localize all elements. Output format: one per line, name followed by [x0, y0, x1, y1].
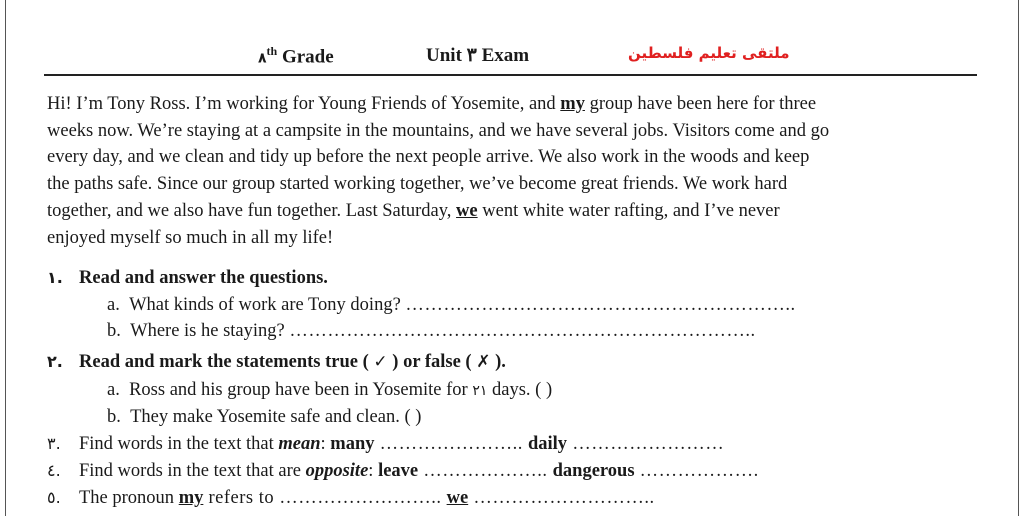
answer-line[interactable]: ………………….. — [374, 434, 528, 454]
true-false-box[interactable]: days. ( ) — [487, 380, 553, 400]
passage-line: the paths safe. Since our group started working together, we’ve become great friends. We work hard — [47, 174, 788, 195]
question-1b: b. Where is he staying? ……………………………………………………………….. — [107, 321, 756, 341]
passage-line: weeks now. We’re staying at a campsite in the mountains, and we have several jobs. Visitors come and go — [47, 120, 830, 141]
question-2b: b. They make Yosemite safe and clean. ( ) — [107, 407, 422, 427]
passage-line: enjoyed myself so much in all my life! — [47, 227, 334, 248]
header-divider — [44, 74, 977, 76]
passage-line: Hi! I’m Tony Ross. I’m working for Young Friends of Yosemite, and my group have been here for three — [47, 94, 817, 114]
pronoun-we: we — [456, 200, 478, 221]
question-1-title: ١. Read and answer the questions. — [47, 268, 328, 288]
exam-header — [0, 44, 1024, 72]
pronoun-my: my — [560, 94, 585, 114]
passage-line: together, and we also have fun together. Last Saturday, we went white water rafting, and I’ve never — [47, 200, 780, 221]
question-4: ٤. Find words in the text that are opposite: leave ……………….. dangerous ………………. — [47, 461, 759, 481]
question-3: ٣. Find words in the text that mean: many ………………….. daily …………………… — [47, 434, 725, 454]
question-1a: a. What kinds of work are Tony doing? …………………………………………………….. — [107, 295, 796, 315]
true-false-box[interactable]: They make Yosemite safe and clean. ( ) — [130, 407, 422, 427]
answer-line[interactable]: refers to …………………….. — [203, 488, 447, 508]
cross-mark-icon: ✗ — [476, 352, 491, 372]
answer-line[interactable]: ……………………………………………………………….. — [289, 321, 756, 341]
unit-exam-label: Unit ٣ Exam — [426, 45, 530, 66]
answer-line[interactable]: ……………….. — [418, 461, 553, 481]
answer-line[interactable]: ………………. — [634, 461, 759, 481]
answer-line[interactable]: …………………… — [567, 434, 725, 454]
answer-line[interactable]: ……………………….. — [468, 488, 655, 508]
question-5: ٥. The pronoun my refers to …………………….. we ……………………….. — [47, 488, 655, 508]
check-mark-icon: ✓ — [373, 352, 388, 372]
question-2a: a. Ross and his group have been in Yosemite for ٢١ days. ( ) — [107, 380, 553, 400]
passage-line: every day, and we clean and tidy up before the next people arrive. We also work in the woods and keep — [47, 147, 810, 168]
site-title-arabic: ملتقى تعليم فلسطين — [628, 44, 790, 62]
reading-passage — [47, 91, 987, 251]
answer-line[interactable]: …………………………………………………….. — [405, 295, 796, 315]
grade-label: ٨th Grade — [258, 44, 334, 68]
question-2-title: ٢. Read and mark the statements true ( ✓ ) or false ( ✗ ). — [47, 352, 506, 372]
